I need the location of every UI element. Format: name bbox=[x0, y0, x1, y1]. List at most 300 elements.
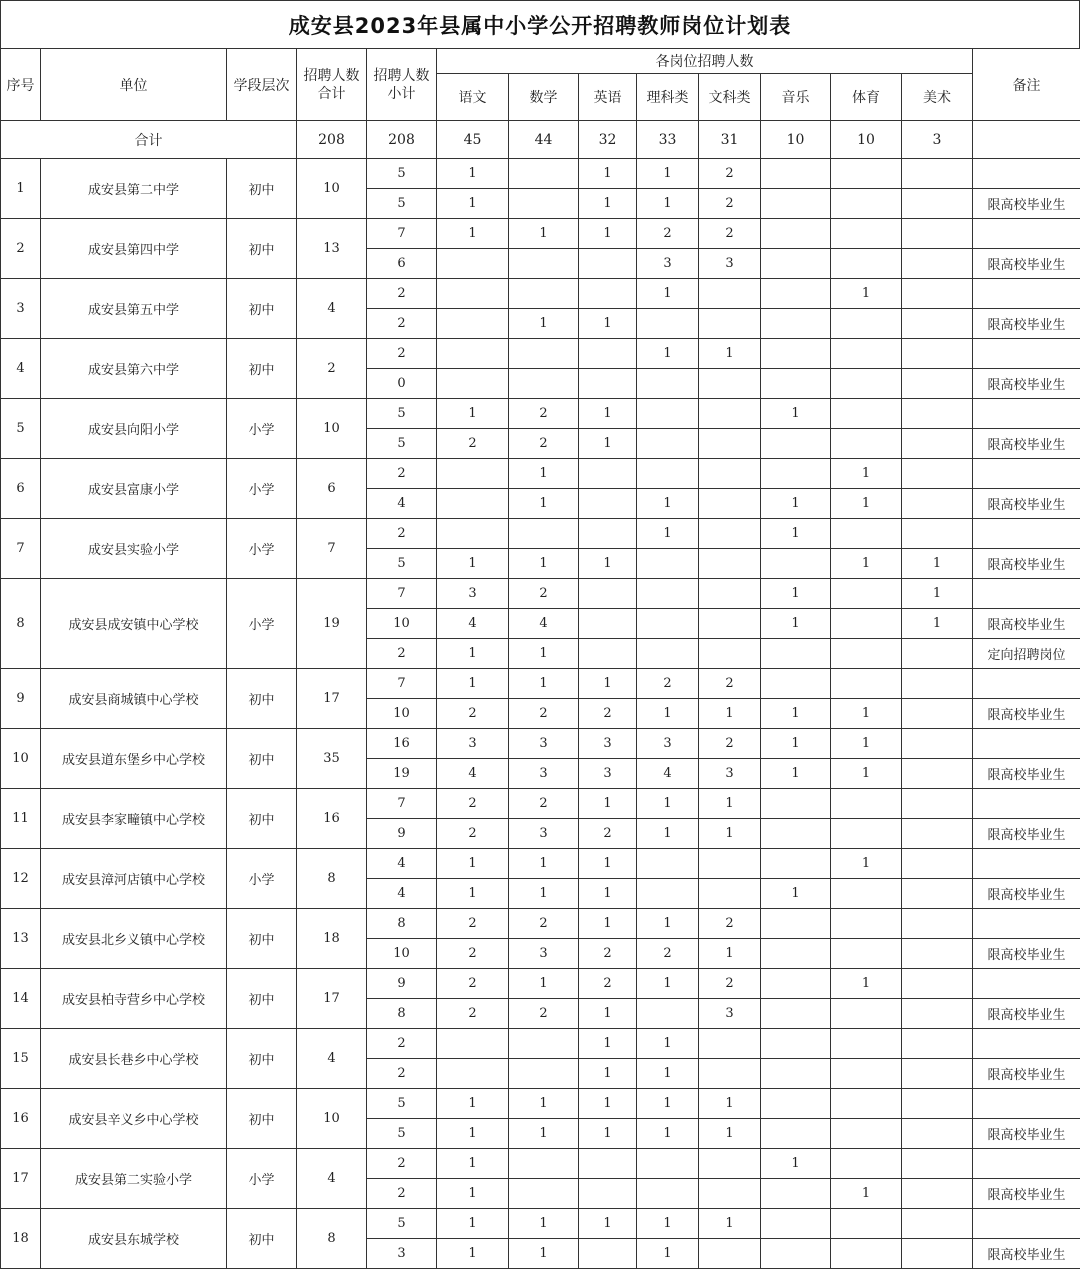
unit-name: 成安县商城镇中心学校 bbox=[41, 669, 227, 729]
row-note: 限高校毕业生 bbox=[973, 549, 1080, 579]
unit-level: 初中 bbox=[227, 969, 297, 1029]
row-note bbox=[973, 729, 1080, 759]
unit-no: 5 bbox=[1, 399, 41, 459]
subject-count: 2 bbox=[699, 159, 761, 189]
subject-count: 4 bbox=[509, 609, 579, 639]
subject-count bbox=[831, 1209, 902, 1239]
subject-count: 2 bbox=[699, 669, 761, 699]
header-note: 备注 bbox=[973, 49, 1080, 121]
subject-count bbox=[437, 279, 509, 309]
unit-level: 小学 bbox=[227, 519, 297, 579]
subject-count: 1 bbox=[437, 159, 509, 189]
subject-count bbox=[579, 519, 637, 549]
subject-count: 3 bbox=[579, 759, 637, 789]
unit-total: 19 bbox=[297, 579, 367, 669]
unit-name: 成安县长巷乡中心学校 bbox=[41, 1029, 227, 1089]
unit-level: 初中 bbox=[227, 669, 297, 729]
subject-count: 1 bbox=[637, 1029, 699, 1059]
subject-count: 1 bbox=[579, 1209, 637, 1239]
summary-subject: 33 bbox=[637, 121, 699, 159]
subject-count: 1 bbox=[509, 669, 579, 699]
header-unit: 单位 bbox=[41, 49, 227, 121]
unit-no: 8 bbox=[1, 579, 41, 669]
subject-count bbox=[902, 909, 973, 939]
subject-count: 2 bbox=[637, 939, 699, 969]
subject-count bbox=[902, 1059, 973, 1089]
row-note bbox=[973, 399, 1080, 429]
subject-count: 1 bbox=[831, 459, 902, 489]
subject-count: 1 bbox=[437, 879, 509, 909]
table-row bbox=[1, 969, 1080, 999]
subject-count: 2 bbox=[437, 999, 509, 1029]
subject-count: 1 bbox=[437, 1119, 509, 1149]
subject-count bbox=[902, 369, 973, 399]
table-row bbox=[1, 279, 1080, 309]
unit-no: 7 bbox=[1, 519, 41, 579]
subject-count: 1 bbox=[902, 579, 973, 609]
subject-count bbox=[831, 1089, 902, 1119]
subject-count: 1 bbox=[437, 849, 509, 879]
subject-count bbox=[761, 819, 831, 849]
subject-count bbox=[509, 1029, 579, 1059]
unit-no: 16 bbox=[1, 1089, 41, 1149]
row-note bbox=[973, 459, 1080, 489]
subject-count: 1 bbox=[509, 309, 579, 339]
unit-level: 初中 bbox=[227, 1089, 297, 1149]
subject-count: 1 bbox=[509, 969, 579, 999]
subject-count bbox=[831, 789, 902, 819]
unit-total: 17 bbox=[297, 969, 367, 1029]
subject-count bbox=[699, 609, 761, 639]
subject-count bbox=[902, 1029, 973, 1059]
subject-count: 4 bbox=[637, 759, 699, 789]
subject-count bbox=[579, 1239, 637, 1269]
subject-count: 1 bbox=[902, 609, 973, 639]
subject-count bbox=[902, 759, 973, 789]
subject-count: 1 bbox=[831, 489, 902, 519]
subject-count bbox=[831, 669, 902, 699]
subject-count: 3 bbox=[637, 249, 699, 279]
subject-count bbox=[637, 459, 699, 489]
subject-count: 1 bbox=[761, 519, 831, 549]
row-subtotal: 2 bbox=[367, 1059, 437, 1089]
table-row bbox=[1, 849, 1080, 879]
unit-no: 1 bbox=[1, 159, 41, 219]
subject-count bbox=[637, 999, 699, 1029]
subject-count bbox=[579, 459, 637, 489]
summary-subject: 44 bbox=[509, 121, 579, 159]
subject-count: 1 bbox=[761, 1149, 831, 1179]
header-subject: 体育 bbox=[831, 74, 902, 121]
subject-count: 1 bbox=[637, 339, 699, 369]
subject-count: 1 bbox=[637, 1239, 699, 1269]
subject-count: 1 bbox=[509, 219, 579, 249]
row-note bbox=[973, 1209, 1080, 1239]
subject-count: 1 bbox=[761, 609, 831, 639]
subject-count: 1 bbox=[509, 549, 579, 579]
row-subtotal: 5 bbox=[367, 549, 437, 579]
row-subtotal: 5 bbox=[367, 399, 437, 429]
unit-level: 初中 bbox=[227, 219, 297, 279]
subject-count: 1 bbox=[761, 399, 831, 429]
subject-count: 2 bbox=[637, 669, 699, 699]
row-note: 限高校毕业生 bbox=[973, 699, 1080, 729]
header-no: 序号 bbox=[1, 49, 41, 121]
subject-count: 1 bbox=[509, 639, 579, 669]
unit-total: 6 bbox=[297, 459, 367, 519]
row-subtotal: 6 bbox=[367, 249, 437, 279]
subject-count bbox=[437, 489, 509, 519]
unit-no: 11 bbox=[1, 789, 41, 849]
subject-count: 1 bbox=[831, 549, 902, 579]
unit-name: 成安县第二中学 bbox=[41, 159, 227, 219]
subject-count: 1 bbox=[509, 1239, 579, 1269]
row-note: 限高校毕业生 bbox=[973, 609, 1080, 639]
subject-count bbox=[831, 999, 902, 1029]
subject-count bbox=[902, 429, 973, 459]
subject-count: 1 bbox=[831, 1179, 902, 1209]
summary-total: 208 bbox=[297, 121, 367, 159]
unit-level: 初中 bbox=[227, 159, 297, 219]
subject-count bbox=[831, 609, 902, 639]
subject-count: 2 bbox=[509, 429, 579, 459]
unit-level: 小学 bbox=[227, 399, 297, 459]
subject-count bbox=[831, 429, 902, 459]
subject-count bbox=[579, 639, 637, 669]
unit-total: 8 bbox=[297, 849, 367, 909]
row-note: 限高校毕业生 bbox=[973, 1059, 1080, 1089]
subject-count: 1 bbox=[699, 339, 761, 369]
row-subtotal: 0 bbox=[367, 369, 437, 399]
subject-count bbox=[831, 519, 902, 549]
subject-count bbox=[509, 249, 579, 279]
subject-count bbox=[831, 639, 902, 669]
subject-count bbox=[831, 879, 902, 909]
subject-count bbox=[902, 399, 973, 429]
row-subtotal: 7 bbox=[367, 579, 437, 609]
subject-count bbox=[761, 369, 831, 399]
subject-count bbox=[761, 1059, 831, 1089]
subject-count: 2 bbox=[699, 909, 761, 939]
subject-count: 1 bbox=[761, 879, 831, 909]
subject-count: 1 bbox=[579, 789, 637, 819]
subject-count: 1 bbox=[699, 819, 761, 849]
subject-count: 3 bbox=[437, 729, 509, 759]
header-subject: 文科类 bbox=[699, 74, 761, 121]
subject-count: 2 bbox=[509, 699, 579, 729]
row-note: 限高校毕业生 bbox=[973, 759, 1080, 789]
subject-count bbox=[637, 1149, 699, 1179]
subject-count bbox=[437, 339, 509, 369]
subject-count: 1 bbox=[579, 429, 637, 459]
subject-count: 1 bbox=[579, 309, 637, 339]
subject-count: 2 bbox=[637, 219, 699, 249]
subject-count: 3 bbox=[509, 819, 579, 849]
subject-count: 3 bbox=[509, 759, 579, 789]
unit-no: 2 bbox=[1, 219, 41, 279]
subject-count bbox=[699, 549, 761, 579]
row-subtotal: 8 bbox=[367, 909, 437, 939]
row-note: 限高校毕业生 bbox=[973, 489, 1080, 519]
subject-count bbox=[579, 279, 637, 309]
subject-count bbox=[699, 429, 761, 459]
subject-count: 2 bbox=[437, 909, 509, 939]
summary-subject: 10 bbox=[761, 121, 831, 159]
subject-count bbox=[761, 939, 831, 969]
unit-level: 初中 bbox=[227, 339, 297, 399]
subject-count bbox=[902, 639, 973, 669]
subject-count: 2 bbox=[699, 729, 761, 759]
subject-count: 4 bbox=[437, 609, 509, 639]
unit-name: 成安县第二实验小学 bbox=[41, 1149, 227, 1209]
row-subtotal: 2 bbox=[367, 309, 437, 339]
header-total: 招聘人数合计 bbox=[297, 49, 367, 121]
header-subject: 理科类 bbox=[637, 74, 699, 121]
header-level: 学段层次 bbox=[227, 49, 297, 121]
subject-count bbox=[902, 849, 973, 879]
subject-count bbox=[831, 219, 902, 249]
table-row bbox=[1, 459, 1080, 489]
subject-count: 2 bbox=[699, 969, 761, 999]
row-subtotal: 10 bbox=[367, 699, 437, 729]
subject-count bbox=[637, 369, 699, 399]
row-note: 限高校毕业生 bbox=[973, 939, 1080, 969]
row-note bbox=[973, 279, 1080, 309]
subject-count bbox=[637, 879, 699, 909]
header-subject: 美术 bbox=[902, 74, 973, 121]
row-subtotal: 5 bbox=[367, 1089, 437, 1119]
unit-no: 15 bbox=[1, 1029, 41, 1089]
subject-count bbox=[902, 519, 973, 549]
table-row bbox=[1, 519, 1080, 549]
unit-name: 成安县李家疃镇中心学校 bbox=[41, 789, 227, 849]
unit-no: 14 bbox=[1, 969, 41, 1029]
subject-count: 1 bbox=[831, 759, 902, 789]
unit-level: 小学 bbox=[227, 1149, 297, 1209]
subject-count bbox=[902, 939, 973, 969]
subject-count: 1 bbox=[437, 1089, 509, 1119]
subject-count: 3 bbox=[637, 729, 699, 759]
row-subtotal: 10 bbox=[367, 939, 437, 969]
row-note: 限高校毕业生 bbox=[973, 1179, 1080, 1209]
unit-total: 18 bbox=[297, 909, 367, 969]
unit-level: 初中 bbox=[227, 1209, 297, 1269]
subject-count bbox=[761, 669, 831, 699]
unit-no: 18 bbox=[1, 1209, 41, 1269]
row-subtotal: 2 bbox=[367, 459, 437, 489]
subject-count: 1 bbox=[579, 909, 637, 939]
subject-count bbox=[637, 549, 699, 579]
subject-count bbox=[902, 1239, 973, 1269]
unit-total: 2 bbox=[297, 339, 367, 399]
row-note: 限高校毕业生 bbox=[973, 879, 1080, 909]
subject-count: 1 bbox=[761, 489, 831, 519]
subject-count: 1 bbox=[509, 1119, 579, 1149]
unit-name: 成安县第五中学 bbox=[41, 279, 227, 339]
header-subject: 语文 bbox=[437, 74, 509, 121]
unit-no: 17 bbox=[1, 1149, 41, 1209]
subject-count bbox=[637, 609, 699, 639]
subject-count: 3 bbox=[509, 939, 579, 969]
table-row bbox=[1, 339, 1080, 369]
subject-count: 1 bbox=[509, 489, 579, 519]
subject-count: 1 bbox=[579, 669, 637, 699]
table-row bbox=[1, 789, 1080, 819]
table-row bbox=[1, 399, 1080, 429]
subject-count bbox=[831, 819, 902, 849]
subject-count bbox=[509, 369, 579, 399]
subject-count: 1 bbox=[579, 1119, 637, 1149]
subject-count bbox=[509, 159, 579, 189]
row-note bbox=[973, 789, 1080, 819]
subject-count bbox=[761, 219, 831, 249]
summary-subject: 3 bbox=[902, 121, 973, 159]
subject-count: 3 bbox=[699, 249, 761, 279]
subject-count bbox=[699, 399, 761, 429]
subject-count: 1 bbox=[579, 399, 637, 429]
subject-count: 1 bbox=[699, 1209, 761, 1239]
subject-count bbox=[831, 1149, 902, 1179]
unit-no: 10 bbox=[1, 729, 41, 789]
row-subtotal: 2 bbox=[367, 1029, 437, 1059]
subject-count: 1 bbox=[579, 219, 637, 249]
subject-count: 2 bbox=[437, 699, 509, 729]
subject-count: 1 bbox=[637, 969, 699, 999]
subject-count bbox=[831, 249, 902, 279]
subject-count bbox=[579, 369, 637, 399]
subject-count bbox=[831, 1239, 902, 1269]
row-note: 限高校毕业生 bbox=[973, 819, 1080, 849]
row-subtotal: 19 bbox=[367, 759, 437, 789]
subject-count: 2 bbox=[437, 969, 509, 999]
subject-count: 2 bbox=[699, 189, 761, 219]
row-subtotal: 8 bbox=[367, 999, 437, 1029]
subject-count bbox=[902, 789, 973, 819]
subject-count bbox=[637, 849, 699, 879]
subject-count bbox=[699, 279, 761, 309]
subject-count: 3 bbox=[509, 729, 579, 759]
subject-count bbox=[761, 909, 831, 939]
unit-total: 17 bbox=[297, 669, 367, 729]
subject-count: 1 bbox=[761, 729, 831, 759]
subject-count bbox=[699, 489, 761, 519]
unit-name: 成安县第四中学 bbox=[41, 219, 227, 279]
subject-count: 1 bbox=[579, 549, 637, 579]
subject-count bbox=[902, 699, 973, 729]
unit-name: 成安县东城学校 bbox=[41, 1209, 227, 1269]
subject-count bbox=[637, 639, 699, 669]
subject-count bbox=[831, 369, 902, 399]
subject-count: 1 bbox=[637, 489, 699, 519]
header-subtotal: 招聘人数小计 bbox=[367, 49, 437, 121]
subject-count bbox=[437, 309, 509, 339]
header-subject: 英语 bbox=[579, 74, 637, 121]
header-subject: 音乐 bbox=[761, 74, 831, 121]
table-row bbox=[1, 579, 1080, 609]
row-subtotal: 2 bbox=[367, 519, 437, 549]
subject-count: 2 bbox=[579, 819, 637, 849]
row-note: 定向招聘岗位 bbox=[973, 639, 1080, 669]
subject-count bbox=[437, 519, 509, 549]
subject-count: 1 bbox=[831, 279, 902, 309]
subject-count bbox=[699, 459, 761, 489]
subject-count: 1 bbox=[437, 399, 509, 429]
subject-count: 1 bbox=[509, 849, 579, 879]
subject-count bbox=[902, 669, 973, 699]
subject-count bbox=[761, 279, 831, 309]
subject-count: 2 bbox=[509, 579, 579, 609]
row-subtotal: 7 bbox=[367, 219, 437, 249]
unit-name: 成安县北乡义镇中心学校 bbox=[41, 909, 227, 969]
row-subtotal: 2 bbox=[367, 279, 437, 309]
subject-count bbox=[831, 1119, 902, 1149]
subject-count: 1 bbox=[437, 1209, 509, 1239]
subject-count bbox=[902, 999, 973, 1029]
subject-count: 1 bbox=[509, 459, 579, 489]
unit-name: 成安县道东堡乡中心学校 bbox=[41, 729, 227, 789]
unit-total: 16 bbox=[297, 789, 367, 849]
subject-count bbox=[761, 189, 831, 219]
row-note: 限高校毕业生 bbox=[973, 369, 1080, 399]
subject-count bbox=[509, 1059, 579, 1089]
subject-count: 1 bbox=[637, 819, 699, 849]
unit-total: 4 bbox=[297, 1029, 367, 1089]
unit-level: 初中 bbox=[227, 279, 297, 339]
subject-count bbox=[699, 1059, 761, 1089]
unit-name: 成安县漳河店镇中心学校 bbox=[41, 849, 227, 909]
subject-count bbox=[831, 1029, 902, 1059]
subject-count bbox=[579, 579, 637, 609]
table-row bbox=[1, 1089, 1080, 1119]
row-subtotal: 9 bbox=[367, 969, 437, 999]
row-note bbox=[973, 159, 1080, 189]
row-note bbox=[973, 579, 1080, 609]
subject-count: 2 bbox=[509, 789, 579, 819]
subject-count: 3 bbox=[699, 999, 761, 1029]
subject-count bbox=[579, 609, 637, 639]
row-note bbox=[973, 969, 1080, 999]
subject-count: 2 bbox=[437, 429, 509, 459]
subject-count: 2 bbox=[509, 399, 579, 429]
subject-count: 1 bbox=[437, 1149, 509, 1179]
subject-count: 1 bbox=[509, 879, 579, 909]
subject-count: 1 bbox=[637, 1209, 699, 1239]
row-note bbox=[973, 1029, 1080, 1059]
subject-count: 2 bbox=[437, 819, 509, 849]
subject-count: 3 bbox=[437, 579, 509, 609]
subject-count: 1 bbox=[437, 639, 509, 669]
subject-count: 1 bbox=[902, 549, 973, 579]
unit-total: 10 bbox=[297, 159, 367, 219]
unit-name: 成安县向阳小学 bbox=[41, 399, 227, 459]
subject-count: 1 bbox=[637, 279, 699, 309]
subject-count: 1 bbox=[509, 1089, 579, 1119]
subject-count bbox=[831, 1059, 902, 1089]
subject-count: 1 bbox=[699, 939, 761, 969]
row-note: 限高校毕业生 bbox=[973, 999, 1080, 1029]
subject-count bbox=[699, 849, 761, 879]
row-note: 限高校毕业生 bbox=[973, 1119, 1080, 1149]
subject-count bbox=[831, 909, 902, 939]
subject-count bbox=[579, 489, 637, 519]
subject-count bbox=[831, 309, 902, 339]
row-subtotal: 2 bbox=[367, 639, 437, 669]
subject-count bbox=[761, 849, 831, 879]
subject-count bbox=[437, 459, 509, 489]
subject-count bbox=[579, 1179, 637, 1209]
subject-count bbox=[902, 279, 973, 309]
subject-count bbox=[699, 579, 761, 609]
